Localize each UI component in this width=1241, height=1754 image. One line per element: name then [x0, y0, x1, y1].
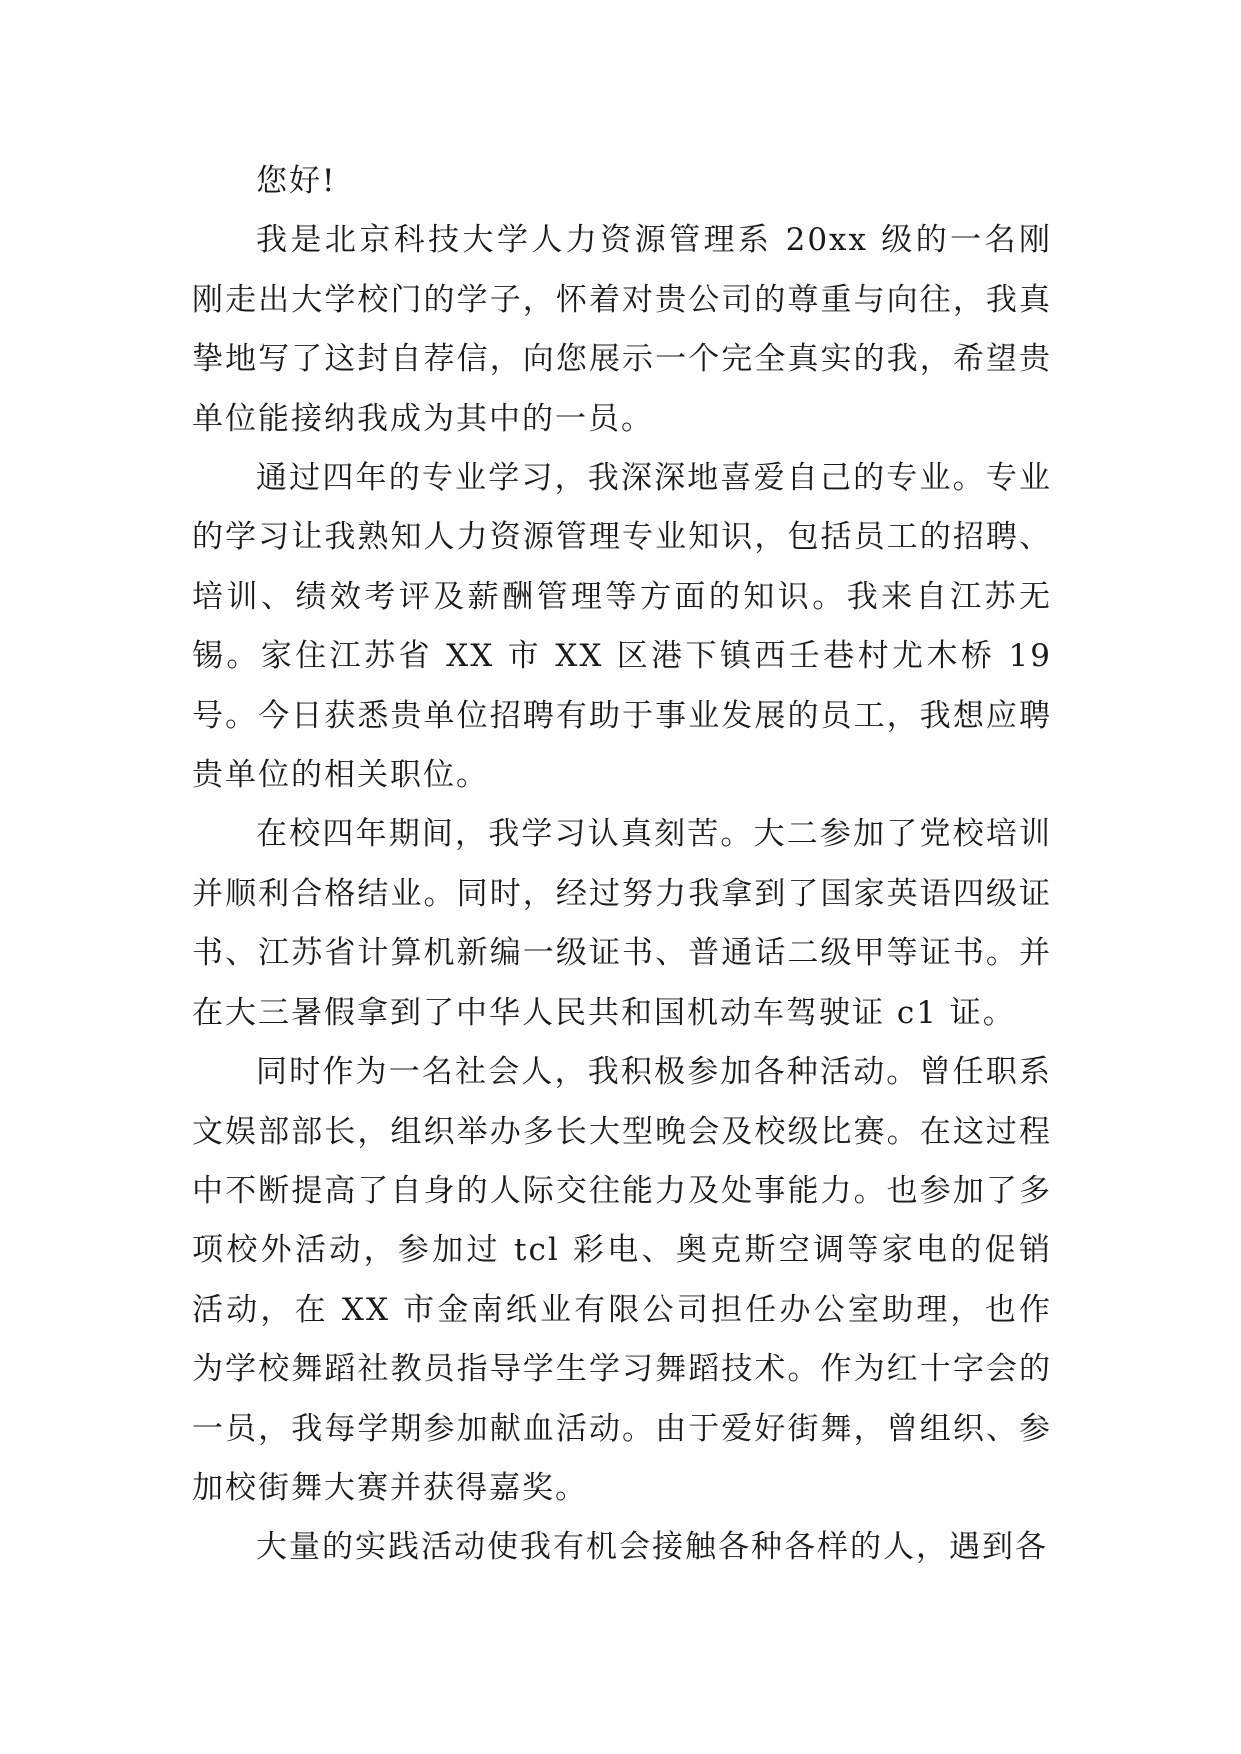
paragraph-study: 在校四年期间，我学习认真刻苦。大二参加了党校培训并顺利合格结业。同时，经过努力我拿到了国家英语四级证书、江苏省计算机新编一级证书、普通话二级甲等证书。并在大三暑假拿到了中华人民共和国机动车驾驶证 c1 证。: [192, 816, 1052, 1031]
paragraph-introduction: 我是北京科技大学人力资源管理系 20xx 级的一名刚刚走出大学校门的学子，怀着对贵公司的尊重与向往，我真挚地写了这封自荐信，向您展示一个完全真实的我，希望贵单位能接纳我成为其中的一员。: [192, 222, 1052, 437]
paragraph-major: 通过四年的专业学习，我深深地喜爱自己的专业。专业的学习让我熟知人力资源管理专业知识，包括员工的招聘、培训、绩效考评及薪酬管理等方面的知识。我来自江苏无锡。家住江苏省 XX 市 XX 区港下镇西壬巷村尤木桥 19 号。今日获悉贵单位招聘有助于事业发展的员工，我想应聘贵单位的相关职位。: [192, 460, 1052, 794]
paragraph-practice: 大量的实践活动使我有机会接触各种各样的人，遇到各: [256, 1529, 1048, 1566]
letter-body: [192, 152, 1052, 1578]
letter-greeting: 您好!: [256, 163, 337, 199]
paragraph-activities: 同时作为一名社会人，我积极参加各种活动。曾任职系文娱部部长，组织举办多长大型晚会及校级比赛。在这过程中不断提高了自身的人际交往能力及处事能力。也参加了多项校外活动，参加过 tcl 彩电、奥克斯空调等家电的促销活动，在 XX 市金南纸业有限公司担任办公室助理，也作为学校舞蹈社教员指导学生学习舞蹈技术。作为红十字会的一员，我每学期参加献血活动。由于爱好街舞，曾组织、参加校街舞大赛并获得嘉奖。: [192, 1054, 1052, 1506]
